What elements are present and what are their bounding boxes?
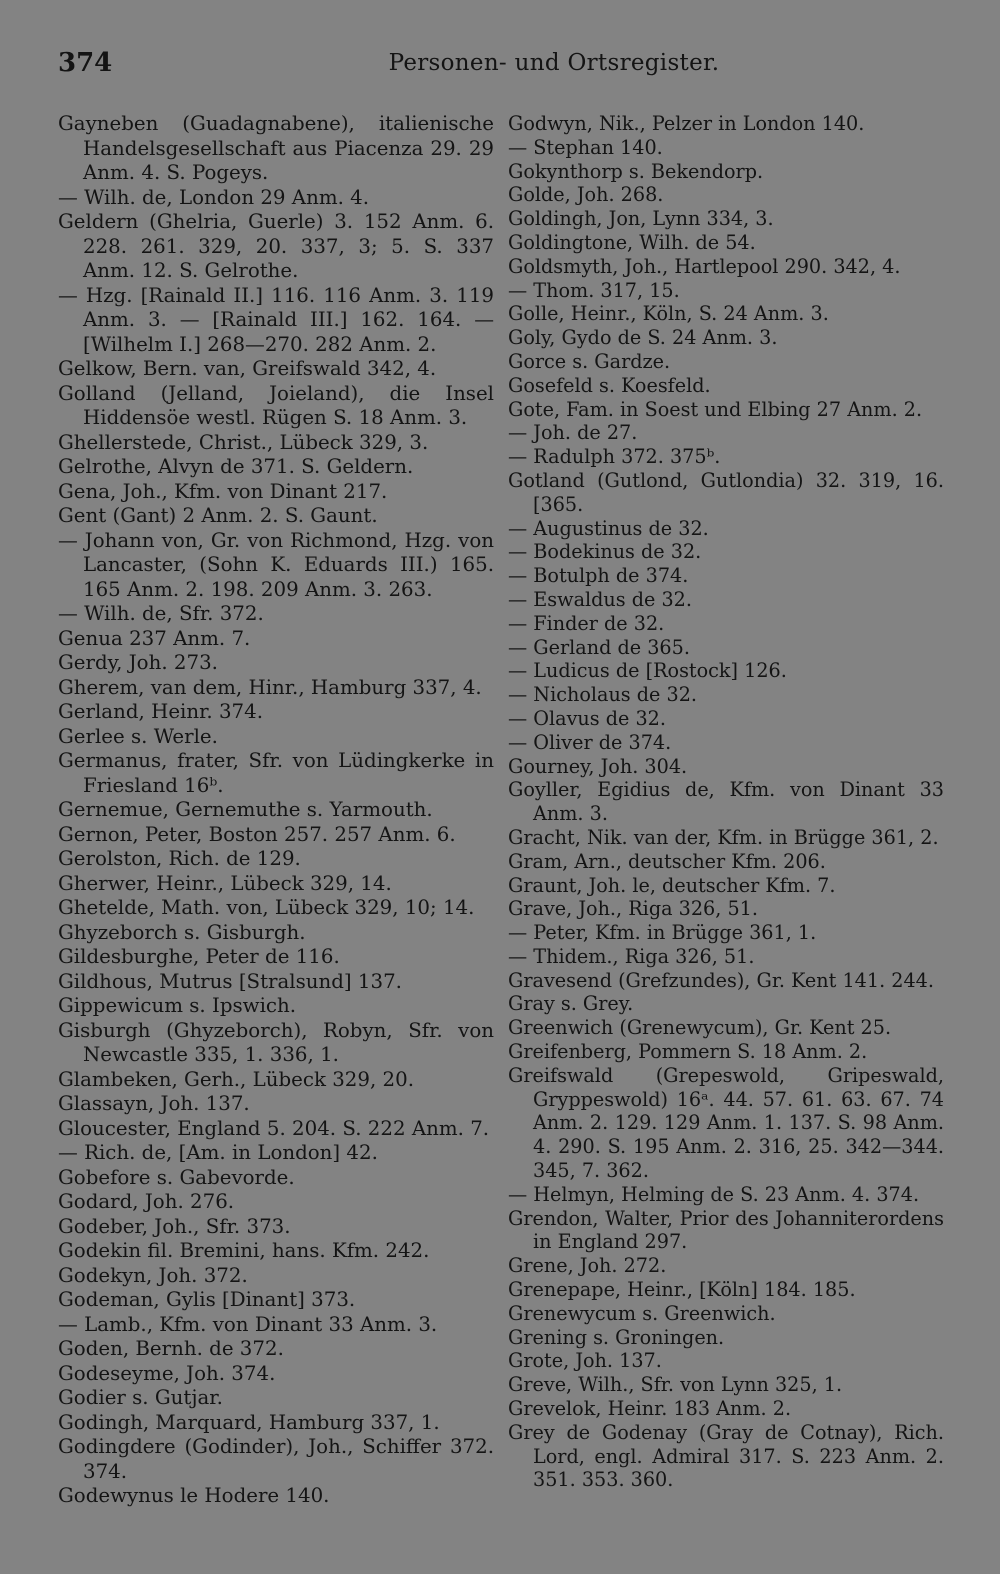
index-entry: — Stephan 140. [508, 135, 663, 159]
index-entry: Godeseyme, Joh. 374. [58, 1361, 276, 1385]
index-entry: Goldsmyth, Joh., Hartlepool 290. 342, 4. [508, 254, 901, 278]
index-entry: Gourney, Joh. 304. [508, 754, 688, 778]
page-header [58, 48, 942, 88]
index-entry: Gelkow, Bern. van, Greifswald 342, 4. [58, 357, 437, 380]
index-entry: — Wilh. de, Sfr. 372. [58, 602, 264, 625]
index-entry: Grendon, Walter, Prior des Johanniterordens in England 297. [508, 1206, 944, 1254]
index-entry: — Eswaldus de 32. [508, 587, 692, 611]
index-entry: Gelrothe, Alvyn de 371. S. Geldern. [58, 455, 414, 478]
index-entry: Goyller, Egidius de, Kfm. von Dinant 33 Anm. 3. [508, 778, 944, 826]
index-entry: Gisburgh (Ghyzeborch), Robyn, Sfr. von Newcastle 335, 1. 336, 1. [58, 1018, 494, 1066]
index-entry: — Oliver de 374. [508, 730, 672, 754]
index-entry: — Thom. 317, 15. [508, 278, 680, 302]
index-entry: — Nicholaus de 32. [508, 683, 697, 707]
index-entry: Godekin fil. Bremini, hans. Kfm. 242. [58, 1239, 430, 1262]
index-entry: Gosefeld s. Koesfeld. [508, 373, 711, 397]
index-entry: Gracht, Nik. van der, Kfm. in Brügge 361, 2. [508, 825, 939, 849]
index-entry: Gippewicum s. Ipswich. [58, 994, 297, 1017]
index-entry: Grenewycum s. Greenwich. [508, 1301, 776, 1325]
index-entry: Goldingtone, Wilh. de 54. [508, 230, 756, 254]
index-entry: Golland (Jelland, Joieland), die Insel Hiddensöe westl. Rügen S. 18 Anm. 3. [58, 381, 494, 429]
index-entry: — Lamb., Kfm. von Dinant 33 Anm. 3. [58, 1312, 438, 1336]
index-entry: — Thidem., Riga 326, 51. [508, 944, 755, 968]
index-entry: Gerdy, Joh. 273. [58, 651, 218, 674]
index-entry: Gerolston, Rich. de 129. [58, 847, 301, 870]
index-entry: — Johann von, Gr. von Richmond, Hzg. von Lancaster, (Sohn K. Eduards III.) 165. 165 Anm. 2. 198. 209 Anm. 3. 263. [58, 528, 494, 601]
index-entry: Graunt, Joh. le, deutscher Kfm. 7. [508, 873, 836, 897]
index-entry: Gokynthorp s. Bekendorp. [508, 159, 764, 183]
index-entry: — Helmyn, Helming de S. 23 Anm. 4. 374. [508, 1182, 920, 1206]
index-entry: Grave, Joh., Riga 326, 51. [508, 897, 758, 921]
index-entry: Grenepape, Heinr., [Köln] 184. 185. [508, 1278, 856, 1302]
index-entry: Ghyzeborch s. Gisburgh. [58, 920, 306, 944]
index-entry: — Rich. de, [Am. in London] 42. [58, 1141, 378, 1164]
index-entry: Goly, Gydo de S. 24 Anm. 3. [508, 326, 778, 350]
left-column [58, 112, 494, 1509]
index-entry: — Ludicus de [Rostock] 126. [508, 659, 787, 683]
index-entry: Germanus, frater, Sfr. von Lüdingkerke in Friesland 16ᵇ. [58, 749, 494, 797]
index-entry: — Bodekinus de 32. [508, 540, 702, 564]
index-entry: Gram, Arn., deutscher Kfm. 206. [508, 849, 826, 873]
index-entry: Greifswald (Grepeswold, Gripeswald, Gryppeswold) 16ᵃ. 44. 57. 61. 63. 67. 74 Anm. 2. 129. 129 Anm. 1. 137. S. 98 Anm. 4. 290. S. 195 Anm. 2. 316, 25. 342—344. 345, 7. 362. [508, 1063, 944, 1183]
index-entry: Godeber, Joh., Sfr. 373. [58, 1214, 291, 1238]
index-entry: — Botulph de 374. [508, 564, 689, 588]
index-entry: Geldern (Ghelria, Guerle) 3. 152 Anm. 6. 228. 261. 329, 20. 337, 3; 5. S. 337 Anm. 12. S. Gelrothe. [58, 210, 494, 282]
page-number: 374 [58, 48, 113, 78]
index-entry: — Peter, Kfm. in Brügge 361, 1. [508, 921, 817, 945]
index-entry: Godard, Joh. 276. [58, 1190, 235, 1213]
index-entry: Gerland, Heinr. 374. [58, 700, 263, 723]
index-entry: Gote, Fam. in Soest und Elbing 27 Anm. 2. [508, 397, 923, 421]
index-entry: — Wilh. de, London 29 Anm. 4. [58, 185, 370, 209]
index-entry: Godewynus le Hodere 140. [58, 1484, 330, 1507]
index-entry: Grening s. Groningen. [508, 1325, 725, 1349]
index-entry: Grevelok, Heinr. 183 Anm. 2. [508, 1397, 792, 1421]
index-entry: — Olavus de 32. [508, 706, 666, 730]
index-entry: Goldingh, Jon, Lynn 334, 3. [508, 207, 774, 231]
index-entry: Glassayn, Joh. 137. [58, 1092, 250, 1115]
index-entry: Gravesend (Grefzundes), Gr. Kent 141. 244. [508, 968, 934, 992]
index-entry: — Hzg. [Rainald II.] 116. 116 Anm. 3. 119 Anm. 3. — [Rainald III.] 162. 164. — [Wilhelm I.] 268—270. 282 Anm. 2. [58, 283, 494, 356]
index-entry: — Joh. de 27. [508, 421, 638, 445]
index-entry: Gray s. Grey. [508, 992, 634, 1016]
index-entry: Gent (Gant) 2 Anm. 2. S. Gaunt. [58, 504, 378, 527]
index-entry: Glambeken, Gerh., Lübeck 329, 20. [58, 1067, 415, 1091]
index-entry: Grote, Joh. 137. [508, 1349, 662, 1373]
index-entry: Greifenberg, Pommern S. 18 Anm. 2. [508, 1040, 868, 1064]
index-entry: Greenwich (Grenewycum), Gr. Kent 25. [508, 1016, 892, 1040]
index-entry: Godingh, Marquard, Hamburg 337, 1. [58, 1410, 440, 1434]
index-entry: Gotland (Gutlond, Gutlondia) 32. 319, 16. [365. [508, 468, 944, 516]
index-entry: Genua 237 Anm. 7. [58, 626, 251, 650]
index-entry: Gloucester, England 5. 204. S. 222 Anm. 7. [58, 1116, 490, 1140]
index-entry: Godeman, Gylis [Dinant] 373. [58, 1288, 356, 1311]
running-title: Personen- und Ortsregister. [388, 50, 720, 76]
index-entry: — Finder de 32. [508, 611, 665, 635]
index-entry: Ghetelde, Math. von, Lübeck 329, 10; 14. [58, 896, 475, 919]
index-entry: — Augustinus de 32. [508, 516, 709, 540]
index-entry: Gobefore s. Gabevorde. [58, 1165, 295, 1189]
index-entry: Goden, Bernh. de 372. [58, 1337, 284, 1360]
index-entry: — Gerland de 365. [508, 635, 690, 659]
index-entry: Golde, Joh. 268. [508, 183, 664, 207]
index-entry: — Radulph 372. 375ᵇ. [508, 445, 721, 469]
index-entry: Gherwer, Heinr., Lübeck 329, 14. [58, 871, 392, 895]
right-column [508, 112, 944, 1492]
index-entry: Ghellerstede, Christ., Lübeck 329, 3. [58, 430, 429, 454]
index-entry: Gildesburghe, Peter de 116. [58, 945, 340, 968]
index-entry: Greve, Wilh., Sfr. von Lynn 325, 1. [508, 1373, 843, 1397]
index-entry: Gorce s. Gardze. [508, 349, 671, 373]
index-entry: Gernemue, Gernemuthe s. Yarmouth. [58, 798, 433, 821]
index-entry: Godwyn, Nik., Pelzer in London 140. [508, 112, 865, 135]
index-entry: Gayneben (Guadagnabene), italienische Handelsgesellschaft aus Piacenza 29. 29 Anm. 4. S. Pogeys. [58, 112, 494, 184]
index-entry: Godekyn, Joh. 372. [58, 1263, 248, 1287]
index-entry: Grene, Joh. 272. [508, 1254, 667, 1278]
index-entry: Gerlee s. Werle. [58, 724, 218, 748]
index-entry: Gernon, Peter, Boston 257. 257 Anm. 6. [58, 822, 456, 846]
index-entry: Grey de Godenay (Gray de Cotnay), Rich. Lord, engl. Admiral 317. S. 223 Anm. 2. 351. 353. 360. [508, 1420, 944, 1492]
index-entry: Golle, Heinr., Köln, S. 24 Anm. 3. [508, 302, 829, 326]
index-entry: Gena, Joh., Kfm. von Dinant 217. [58, 479, 388, 503]
index-entry: Godier s. Gutjar. [58, 1386, 223, 1409]
index-entry: Godingdere (Godinder), Joh., Schiffer 372. 374. [58, 1435, 494, 1483]
index-entry: Gildhous, Mutrus [Stralsund] 137. [58, 969, 402, 993]
index-entry: Gherem, van dem, Hinr., Hamburg 337, 4. [58, 675, 482, 699]
